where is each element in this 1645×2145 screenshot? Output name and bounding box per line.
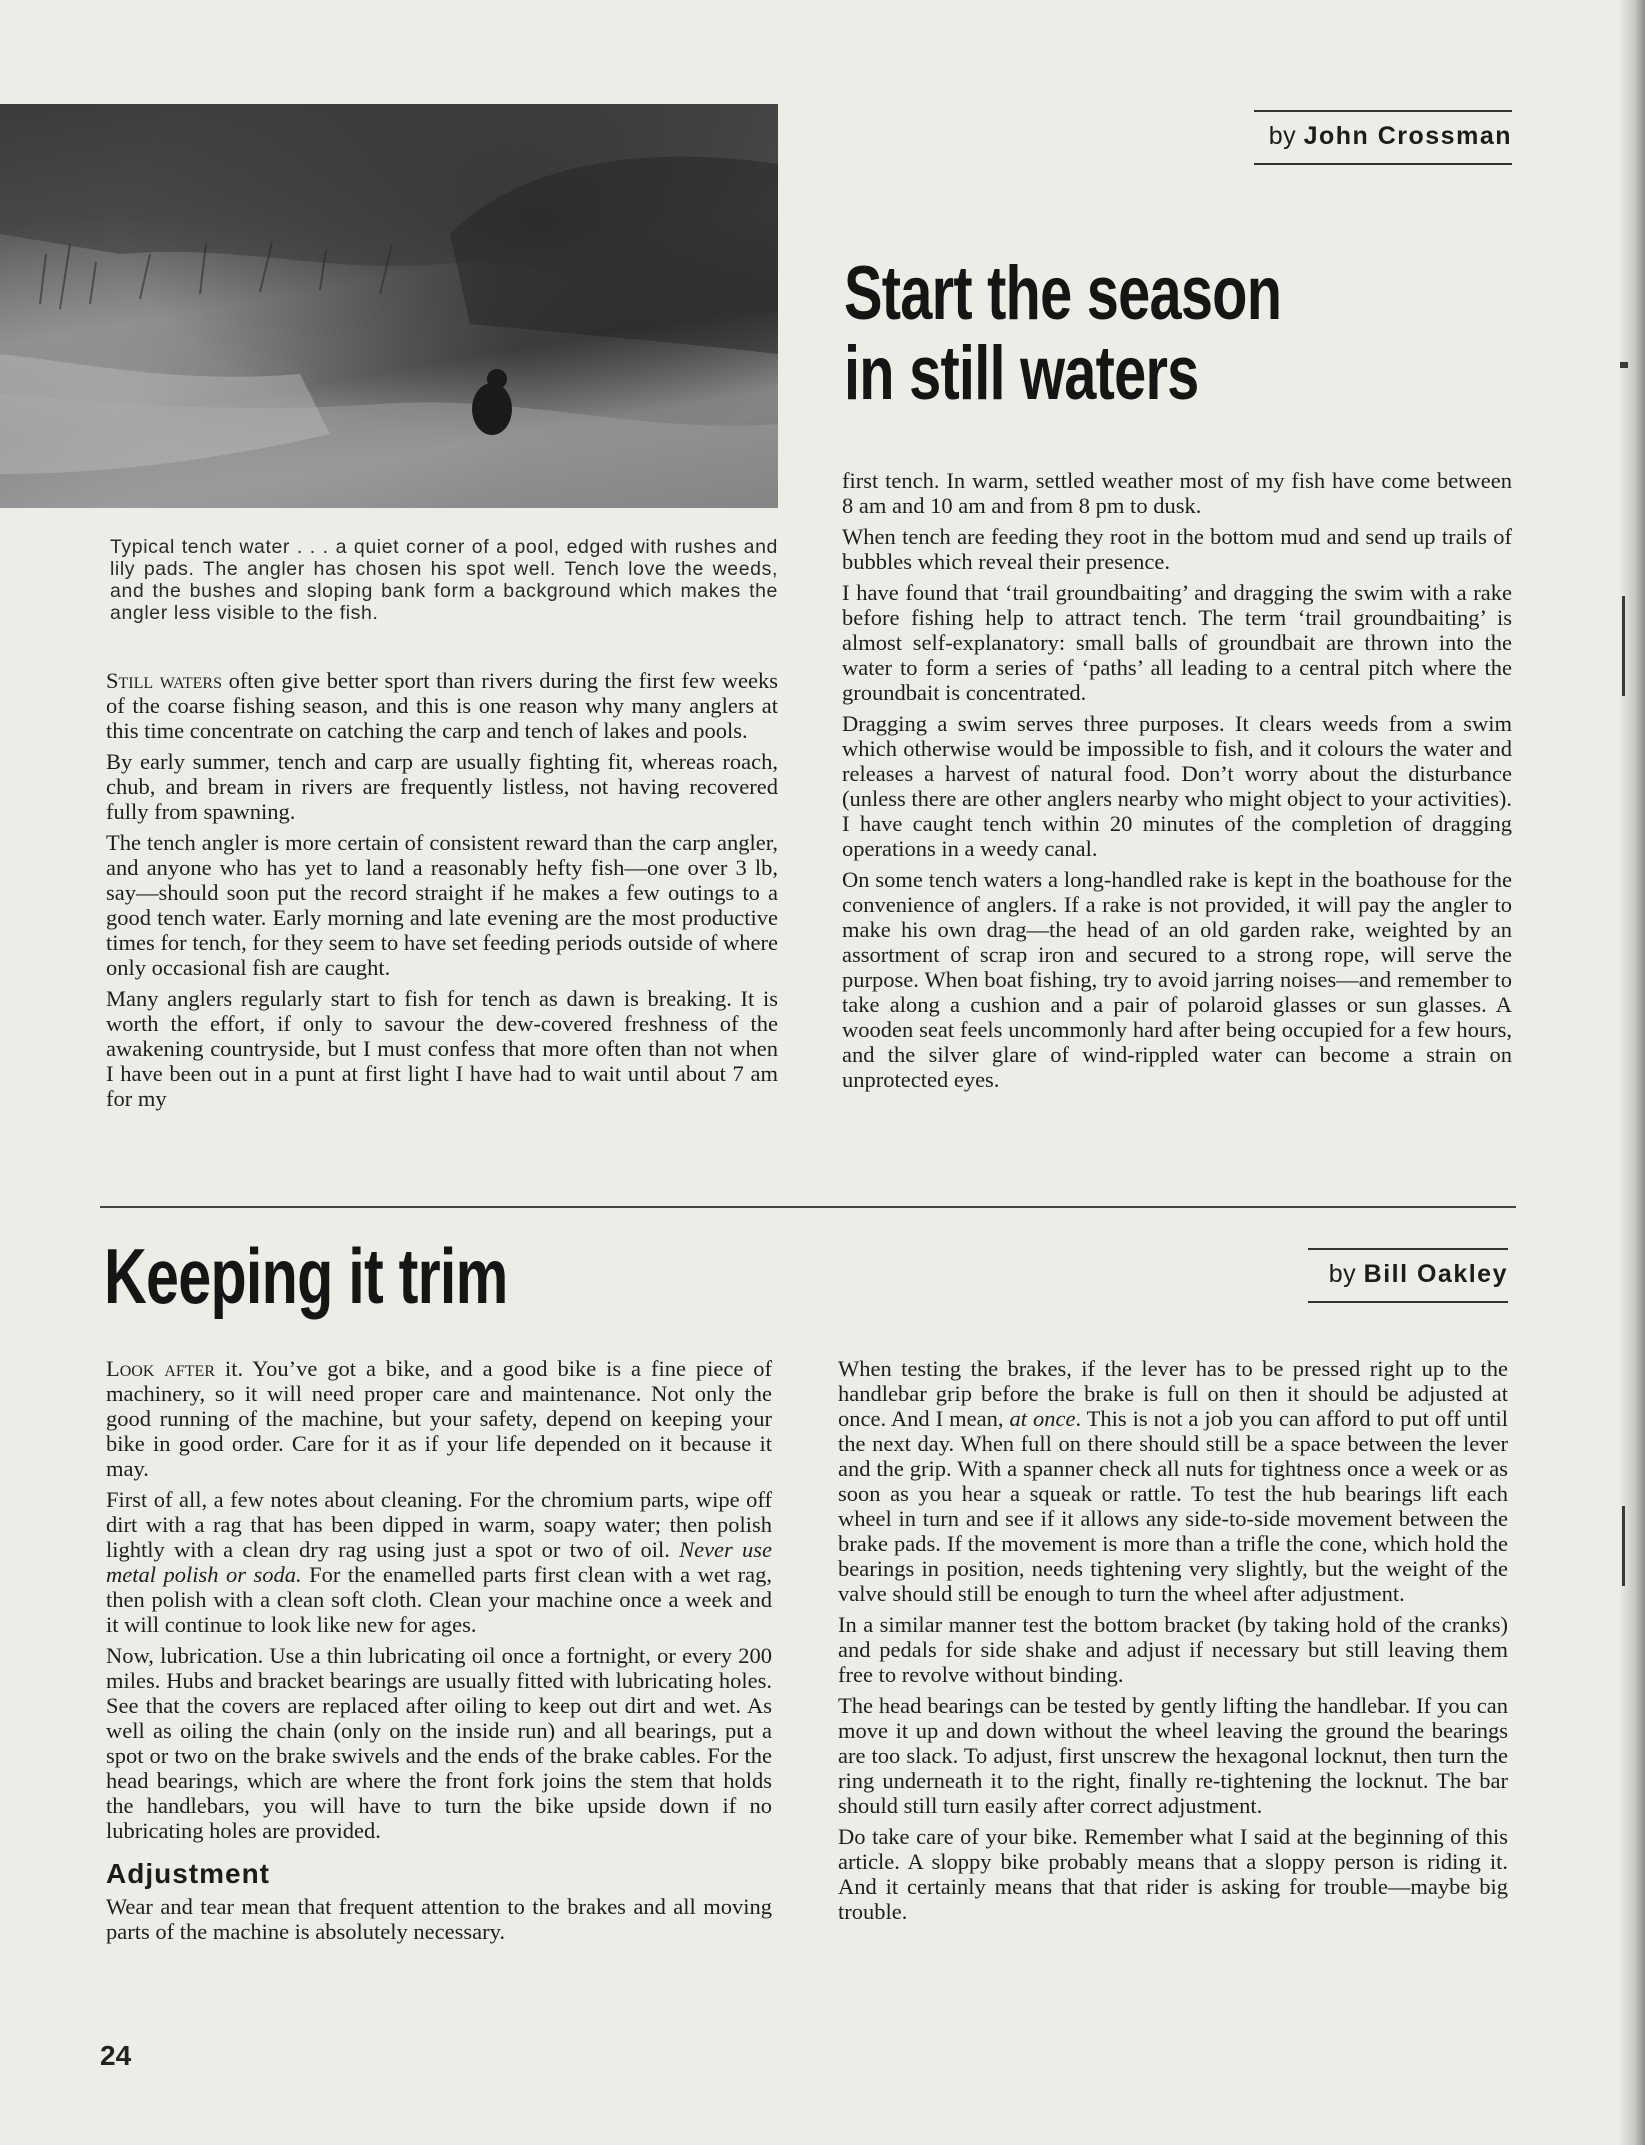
body-paragraph: When tench are feeding they root in the bottom mud and send up trails of bubbles which reveal their presence. — [842, 524, 1512, 574]
edge-mark — [1622, 596, 1625, 696]
article-title-keeping-it-trim: Keeping it trim — [104, 1232, 508, 1320]
lead-paragraph — [106, 668, 778, 743]
byline-bill-oakley — [1308, 1248, 1508, 1303]
body-paragraph: first tench. In warm, settled weather most of my fish have come between 8 am and 10 am and from 8 pm to dusk. — [842, 468, 1512, 518]
italic-emphasis: at once — [1009, 1406, 1076, 1431]
body-paragraph: I have found that ‘trail groundbaiting’ and dragging the swim with a rake before fishing help to attract tench. The term ‘trail groundbaiting’ is almost self-explanatory: small balls of groundbait are thrown into the water to form a series of ‘paths’ all leading to a central pitch where the groundbait is concentrated. — [842, 580, 1512, 705]
article2-column-1 — [106, 1356, 772, 1950]
body-paragraph: The head bearings can be tested by gently lifting the handlebar. If you can move it up and down without the wheel leaving the ground the bearings are too slack. To adjust, first unscrew the hexagonal locknut, then turn the ring underneath it to the right, finally re-tightening the locknut. The bar should still turn easily after correct adjustment. — [838, 1693, 1508, 1818]
lead-smallcaps: Look after — [106, 1356, 216, 1381]
section-divider — [100, 1206, 1516, 1208]
body-paragraph: Many anglers regularly start to fish for tench as dawn is breaking. It is worth the effort, if only to savour the dew-covered freshness of the awakening countryside, but I must confess that more often than not when I have been out in a punt at first light I have had to wait until about 7 am for my — [106, 986, 778, 1111]
article-title-still-waters — [844, 251, 1282, 416]
edge-mark — [1622, 1506, 1625, 1586]
article1-column-1 — [106, 668, 778, 1117]
body-paragraph: On some tench waters a long-handled rake is kept in the boathouse for the convenience of anglers. If a rake is not provided, it will pay the angler to make his own drag—the head of an old garden rake, weighted by an assortment of scrap iron and secured to a strong rope, will serve the purpose. When boat fishing, try to avoid jarring noises—and remember to take along a cushion and a pair of polaroid glasses or sun glasses. A wooden seat feels uncommonly hard after being occupied for a few hours, and the silver glare of wind-rippled water can become a strain on unprotected eyes. — [842, 867, 1512, 1092]
body-paragraph: By early summer, tench and carp are usually fighting fit, whereas roach, chub, and bream in rivers are frequently listless, not having recovered fully from spawning. — [106, 749, 778, 824]
text-run: When testing the brakes, if the lever has to be pressed right up to the handlebar grip before the brake is full on then it should be adjusted at once. And I mean, — [838, 1356, 1508, 1431]
byline-author: Bill Oakley — [1363, 1260, 1508, 1288]
article1-column-2 — [842, 468, 1512, 1098]
tench-water-photo — [0, 104, 778, 508]
body-paragraph: In a similar manner test the bottom bracket (by taking hold of the cranks) and pedals for side shake and adjust if necessary but still leaving them free to revolve without binding. — [838, 1612, 1508, 1687]
text-run: For the enamelled parts first clean with a wet rag, then polish with a clean soft cloth. Clean your machine once a week and it will continue to look like new for ages. — [106, 1562, 772, 1637]
text-run: . This is not a job you can afford to put off until the next day. When full on there should still be a space between the lever and the grip. With a spanner check all nuts for tightness once a week or as soon as you hear a squeak or rattle. To test the hub bearings lift each wheel in turn and see if it allows any side-to-side movement between the brake pads. If the movement is more than a trifle the cone, which hold the bearings in position, needs tightening very slightly, but the weight of the valve should still be enough to turn the wheel after adjustment. — [838, 1406, 1508, 1606]
italic-warning: Never use metal polish or soda. — [106, 1537, 772, 1587]
byline-prefix: by — [1268, 122, 1297, 150]
body-paragraph: Now, lubrication. Use a thin lubricating oil once a fortnight, or every 200 miles. Hubs and bracket bearings are usually fitted with lubricating holes. See that the covers are replaced after oiling to keep out dirt and wet. As well as oiling the chain (only on the inside run) and all bearings, put a spot or two on the brake swivels and the ends of the brake cables. For the head bearings, which are where the front fork joins the stem that holds the handlebars, you will have to turn the bike upside down if no lubricating holes are provided. — [106, 1643, 772, 1843]
lead-paragraph — [106, 1356, 772, 1481]
byline-author: John Crossman — [1303, 122, 1512, 150]
body-paragraph: Do take care of your bike. Remember what I said at the beginning of this article. A sloppy bike probably means that a sloppy person is riding it. And it certainly means that that rider is asking for trouble—maybe big trouble. — [838, 1824, 1508, 1924]
page-edge-shadow — [1619, 0, 1645, 2145]
photo-caption: Typical tench water . . . a quiet corner of a pool, edged with rushes and lily pads. The angler has chosen his spot well. Tench love the weeds, and the bushes and sloping bank form a background which makes the angler less visible to the fish. — [110, 536, 778, 624]
title-line-2: in still waters — [844, 331, 1199, 416]
body-paragraph — [106, 1487, 772, 1637]
text-run: First of all, a few notes about cleaning. For the chromium parts, wipe off dirt with a rag that has been dipped in warm, soapy water; then polish lightly with a clean dry rag using just a spot or two of oil. — [106, 1487, 772, 1562]
page-number: 24 — [100, 2040, 132, 2071]
lead-text: it. You’ve got a bike, and a good bike is a fine piece of machinery, so it will need proper care and maintenance. Not only the good running of the machine, but your safety, depend on keeping your bike in good order. Care for it as if your life depended on it because it may. — [106, 1356, 772, 1481]
body-paragraph: The tench angler is more certain of consistent reward than the carp angler, and anyone who has yet to land a reasonably hefty fish—one over 3 lb, say—should soon put the record straight if he makes a few outings to a good tench water. Early morning and late evening are the most productive times for tench, for they seem to have set feeding periods outside of where only occasional fish are caught. — [106, 830, 778, 980]
article2-column-2 — [838, 1356, 1508, 1930]
subhead-adjustment: Adjustment — [106, 1858, 270, 1889]
body-paragraph: Dragging a swim serves three purposes. It clears weeds from a swim which otherwise would be impossible to fish, and it colours the water and releases a harvest of natural food. Don’t worry about the disturbance (unless there are other anglers nearby who might object to your activities). I have caught tench within 20 minutes of the completion of dragging operations in a weedy canal. — [842, 711, 1512, 861]
body-paragraph: Wear and tear mean that frequent attention to the brakes and all moving parts of the machine is absolutely necessary. — [106, 1894, 772, 1944]
title-line-1: Start the season — [844, 251, 1282, 336]
byline-john-crossman — [1254, 110, 1512, 165]
edge-mark — [1620, 362, 1628, 368]
byline-prefix: by — [1328, 1260, 1357, 1288]
body-paragraph — [838, 1356, 1508, 1606]
lead-smallcaps: Still waters — [106, 668, 222, 693]
lead-text: often give better sport than rivers during the first few weeks of the coarse fishing season, and this is one reason why many anglers at this time concentrate on catching the carp and tench of lakes and pools. — [106, 668, 779, 743]
